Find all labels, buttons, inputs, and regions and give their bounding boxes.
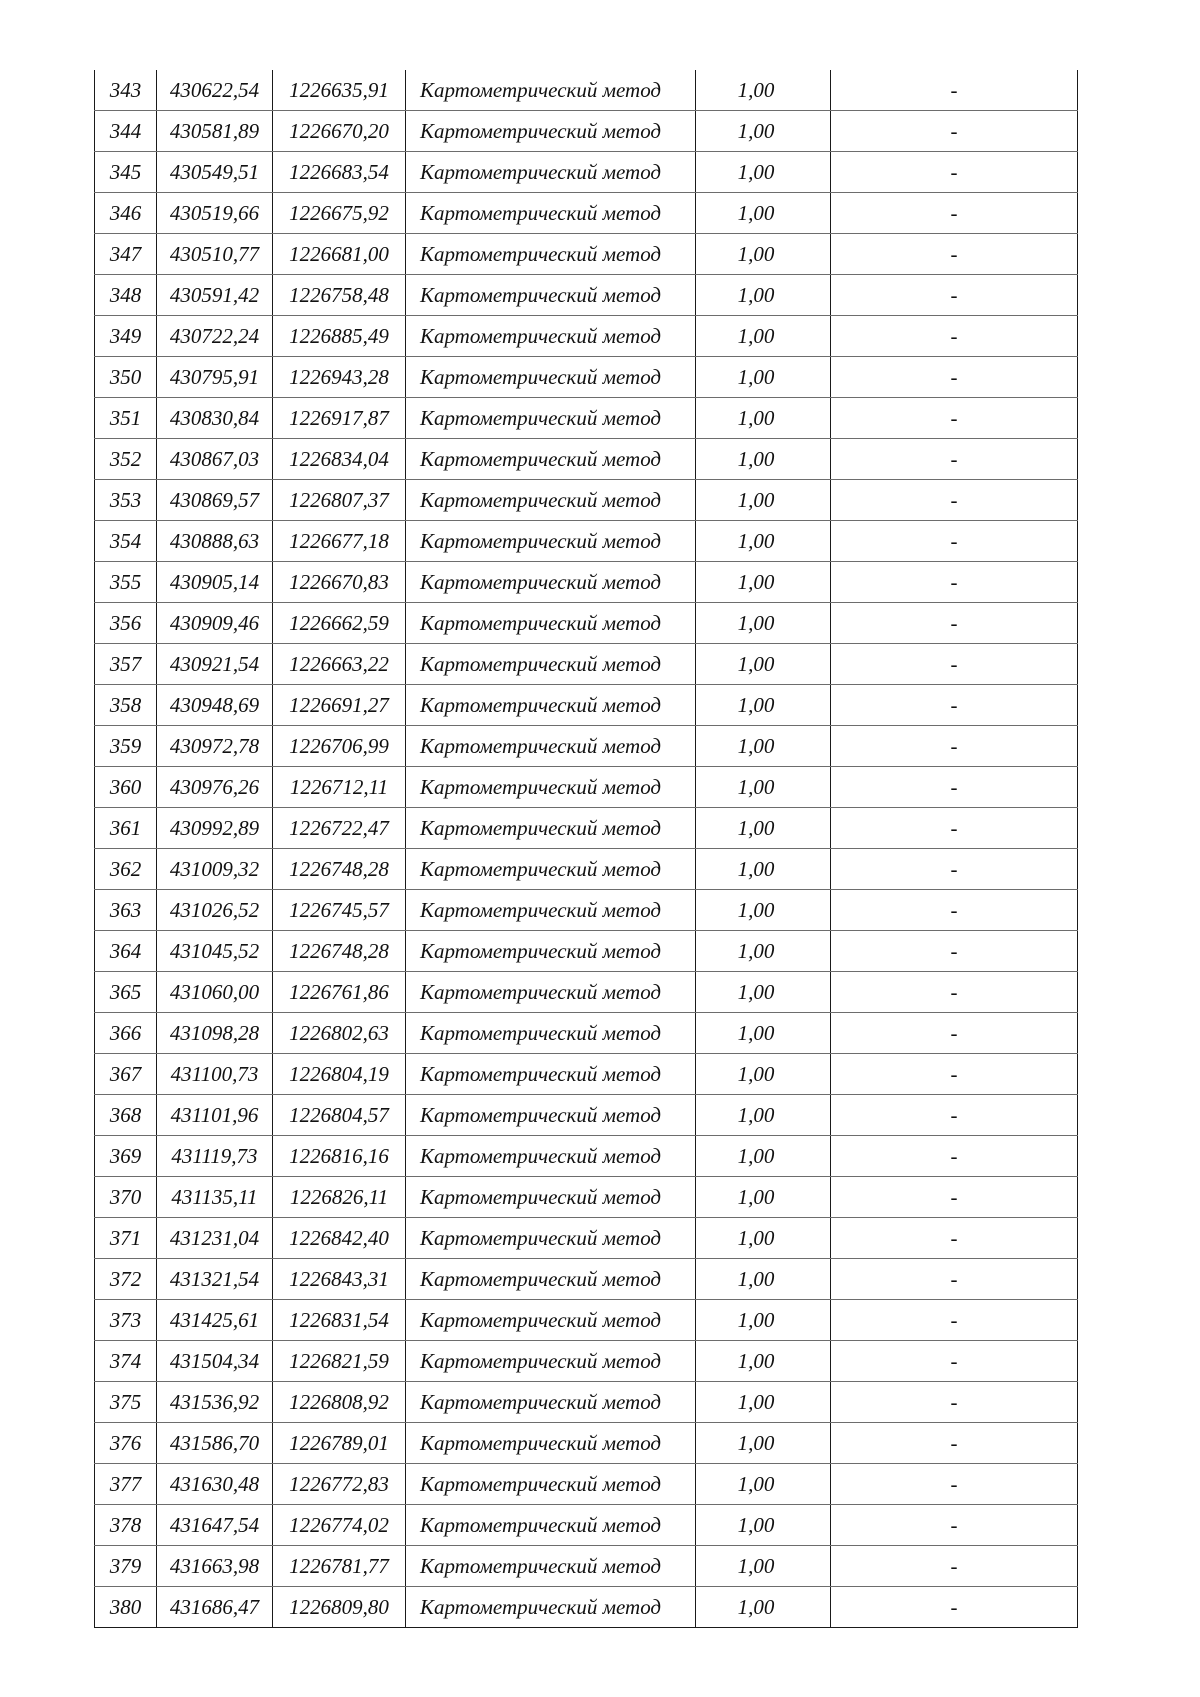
x-coordinate-cell: 431425,61 — [157, 1300, 273, 1341]
y-coordinate-cell: 1226834,04 — [273, 439, 406, 480]
x-coordinate-cell: 430830,84 — [157, 398, 273, 439]
point-number-cell: 350 — [95, 357, 157, 398]
x-coordinate-cell: 431630,48 — [157, 1464, 273, 1505]
y-coordinate-cell: 1226772,83 — [273, 1464, 406, 1505]
x-coordinate-cell: 431586,70 — [157, 1423, 273, 1464]
accuracy-cell: 1,00 — [696, 1136, 831, 1177]
point-number-cell: 357 — [95, 644, 157, 685]
table-row — [95, 1423, 1078, 1464]
description-cell: - — [831, 726, 1078, 767]
point-number-cell: 368 — [95, 1095, 157, 1136]
table-row — [95, 1259, 1078, 1300]
method-cell: Картометрический метод — [406, 849, 696, 890]
method-cell: Картометрический метод — [406, 1382, 696, 1423]
point-number-cell: 371 — [95, 1218, 157, 1259]
table-row — [95, 890, 1078, 931]
y-coordinate-cell: 1226670,83 — [273, 562, 406, 603]
method-cell: Картометрический метод — [406, 767, 696, 808]
x-coordinate-cell: 430992,89 — [157, 808, 273, 849]
method-cell: Картометрический метод — [406, 1136, 696, 1177]
x-coordinate-cell: 430581,89 — [157, 111, 273, 152]
y-coordinate-cell: 1226670,20 — [273, 111, 406, 152]
x-coordinate-cell: 430591,42 — [157, 275, 273, 316]
point-number-cell: 363 — [95, 890, 157, 931]
x-coordinate-cell: 430921,54 — [157, 644, 273, 685]
accuracy-cell: 1,00 — [696, 1546, 831, 1587]
description-cell: - — [831, 1546, 1078, 1587]
description-cell: - — [831, 439, 1078, 480]
x-coordinate-cell: 430867,03 — [157, 439, 273, 480]
table-row — [95, 193, 1078, 234]
table-row — [95, 1587, 1078, 1628]
y-coordinate-cell: 1226761,86 — [273, 972, 406, 1013]
description-cell: - — [831, 1505, 1078, 1546]
y-coordinate-cell: 1226808,92 — [273, 1382, 406, 1423]
method-cell: Картометрический метод — [406, 1095, 696, 1136]
table-row — [95, 234, 1078, 275]
x-coordinate-cell: 431098,28 — [157, 1013, 273, 1054]
accuracy-cell: 1,00 — [696, 972, 831, 1013]
x-coordinate-cell: 430722,24 — [157, 316, 273, 357]
method-cell: Картометрический метод — [406, 644, 696, 685]
point-number-cell: 343 — [95, 70, 157, 111]
y-coordinate-cell: 1226758,48 — [273, 275, 406, 316]
table-row — [95, 1505, 1078, 1546]
x-coordinate-cell: 430976,26 — [157, 767, 273, 808]
method-cell: Картометрический метод — [406, 726, 696, 767]
y-coordinate-cell: 1226722,47 — [273, 808, 406, 849]
description-cell: - — [831, 357, 1078, 398]
accuracy-cell: 1,00 — [696, 767, 831, 808]
table-row — [95, 111, 1078, 152]
method-cell: Картометрический метод — [406, 111, 696, 152]
y-coordinate-cell: 1226706,99 — [273, 726, 406, 767]
point-number-cell: 377 — [95, 1464, 157, 1505]
table-row — [95, 1464, 1078, 1505]
description-cell: - — [831, 398, 1078, 439]
point-number-cell: 355 — [95, 562, 157, 603]
point-number-cell: 359 — [95, 726, 157, 767]
point-number-cell: 373 — [95, 1300, 157, 1341]
table-row — [95, 1136, 1078, 1177]
description-cell: - — [831, 931, 1078, 972]
method-cell: Картометрический метод — [406, 152, 696, 193]
x-coordinate-cell: 430948,69 — [157, 685, 273, 726]
table-row — [95, 767, 1078, 808]
point-number-cell: 375 — [95, 1382, 157, 1423]
table-row — [95, 808, 1078, 849]
table-row — [95, 1300, 1078, 1341]
method-cell: Картометрический метод — [406, 562, 696, 603]
description-cell: - — [831, 1464, 1078, 1505]
description-cell: - — [831, 1382, 1078, 1423]
method-cell: Картометрический метод — [406, 1259, 696, 1300]
accuracy-cell: 1,00 — [696, 1464, 831, 1505]
description-cell: - — [831, 767, 1078, 808]
y-coordinate-cell: 1226809,80 — [273, 1587, 406, 1628]
y-coordinate-cell: 1226683,54 — [273, 152, 406, 193]
method-cell: Картометрический метод — [406, 1054, 696, 1095]
point-number-cell: 345 — [95, 152, 157, 193]
point-number-cell: 370 — [95, 1177, 157, 1218]
description-cell: - — [831, 152, 1078, 193]
point-number-cell: 353 — [95, 480, 157, 521]
accuracy-cell: 1,00 — [696, 521, 831, 562]
description-cell: - — [831, 1259, 1078, 1300]
method-cell: Картометрический метод — [406, 1587, 696, 1628]
method-cell: Картометрический метод — [406, 275, 696, 316]
table-row — [95, 1013, 1078, 1054]
method-cell: Картометрический метод — [406, 1013, 696, 1054]
y-coordinate-cell: 1226781,77 — [273, 1546, 406, 1587]
point-number-cell: 369 — [95, 1136, 157, 1177]
method-cell: Картометрический метод — [406, 685, 696, 726]
accuracy-cell: 1,00 — [696, 562, 831, 603]
method-cell: Картометрический метод — [406, 398, 696, 439]
x-coordinate-cell: 430972,78 — [157, 726, 273, 767]
description-cell: - — [831, 562, 1078, 603]
point-number-cell: 352 — [95, 439, 157, 480]
y-coordinate-cell: 1226807,37 — [273, 480, 406, 521]
table-row — [95, 275, 1078, 316]
table-row — [95, 1341, 1078, 1382]
x-coordinate-cell: 430869,57 — [157, 480, 273, 521]
method-cell: Картометрический метод — [406, 439, 696, 480]
accuracy-cell: 1,00 — [696, 931, 831, 972]
method-cell: Картометрический метод — [406, 234, 696, 275]
description-cell: - — [831, 890, 1078, 931]
description-cell: - — [831, 1013, 1078, 1054]
table-row — [95, 1177, 1078, 1218]
point-number-cell: 360 — [95, 767, 157, 808]
y-coordinate-cell: 1226677,18 — [273, 521, 406, 562]
description-cell: - — [831, 480, 1078, 521]
table-row — [95, 1095, 1078, 1136]
table-row — [95, 685, 1078, 726]
table-row — [95, 972, 1078, 1013]
description-cell: - — [831, 1218, 1078, 1259]
description-cell: - — [831, 1341, 1078, 1382]
description-cell: - — [831, 193, 1078, 234]
point-number-cell: 348 — [95, 275, 157, 316]
method-cell: Картометрический метод — [406, 603, 696, 644]
point-number-cell: 376 — [95, 1423, 157, 1464]
y-coordinate-cell: 1226842,40 — [273, 1218, 406, 1259]
description-cell: - — [831, 1587, 1078, 1628]
accuracy-cell: 1,00 — [696, 439, 831, 480]
accuracy-cell: 1,00 — [696, 357, 831, 398]
x-coordinate-cell: 430795,91 — [157, 357, 273, 398]
method-cell: Картометрический метод — [406, 1464, 696, 1505]
x-coordinate-cell: 431135,11 — [157, 1177, 273, 1218]
table-row — [95, 931, 1078, 972]
description-cell: - — [831, 70, 1078, 111]
table-row — [95, 357, 1078, 398]
description-cell: - — [831, 521, 1078, 562]
x-coordinate-cell: 431536,92 — [157, 1382, 273, 1423]
y-coordinate-cell: 1226885,49 — [273, 316, 406, 357]
table-row — [95, 398, 1078, 439]
table-row — [95, 726, 1078, 767]
x-coordinate-cell: 431045,52 — [157, 931, 273, 972]
y-coordinate-cell: 1226774,02 — [273, 1505, 406, 1546]
accuracy-cell: 1,00 — [696, 480, 831, 521]
point-number-cell: 378 — [95, 1505, 157, 1546]
y-coordinate-cell: 1226804,19 — [273, 1054, 406, 1095]
method-cell: Картометрический метод — [406, 808, 696, 849]
table-row — [95, 562, 1078, 603]
y-coordinate-cell: 1226712,11 — [273, 767, 406, 808]
method-cell: Картометрический метод — [406, 70, 696, 111]
accuracy-cell: 1,00 — [696, 1505, 831, 1546]
accuracy-cell: 1,00 — [696, 1259, 831, 1300]
point-number-cell: 361 — [95, 808, 157, 849]
point-number-cell: 367 — [95, 1054, 157, 1095]
accuracy-cell: 1,00 — [696, 1341, 831, 1382]
method-cell: Картометрический метод — [406, 972, 696, 1013]
description-cell: - — [831, 1423, 1078, 1464]
x-coordinate-cell: 431686,47 — [157, 1587, 273, 1628]
accuracy-cell: 1,00 — [696, 152, 831, 193]
description-cell: - — [831, 1095, 1078, 1136]
accuracy-cell: 1,00 — [696, 316, 831, 357]
point-number-cell: 344 — [95, 111, 157, 152]
table-row — [95, 439, 1078, 480]
accuracy-cell: 1,00 — [696, 111, 831, 152]
method-cell: Картометрический метод — [406, 1546, 696, 1587]
x-coordinate-cell: 431009,32 — [157, 849, 273, 890]
description-cell: - — [831, 316, 1078, 357]
y-coordinate-cell: 1226635,91 — [273, 70, 406, 111]
description-cell: - — [831, 603, 1078, 644]
method-cell: Картометрический метод — [406, 1177, 696, 1218]
accuracy-cell: 1,00 — [696, 70, 831, 111]
x-coordinate-cell: 430905,14 — [157, 562, 273, 603]
table-row — [95, 70, 1078, 111]
x-coordinate-cell: 431119,73 — [157, 1136, 273, 1177]
description-cell: - — [831, 111, 1078, 152]
method-cell: Картометрический метод — [406, 1218, 696, 1259]
point-number-cell: 380 — [95, 1587, 157, 1628]
method-cell: Картометрический метод — [406, 1300, 696, 1341]
method-cell: Картометрический метод — [406, 480, 696, 521]
point-number-cell: 349 — [95, 316, 157, 357]
x-coordinate-cell: 431231,04 — [157, 1218, 273, 1259]
x-coordinate-cell: 431321,54 — [157, 1259, 273, 1300]
accuracy-cell: 1,00 — [696, 234, 831, 275]
accuracy-cell: 1,00 — [696, 1095, 831, 1136]
accuracy-cell: 1,00 — [696, 1423, 831, 1464]
point-number-cell: 354 — [95, 521, 157, 562]
table-row — [95, 316, 1078, 357]
y-coordinate-cell: 1226748,28 — [273, 849, 406, 890]
description-cell: - — [831, 275, 1078, 316]
accuracy-cell: 1,00 — [696, 1054, 831, 1095]
x-coordinate-cell: 430909,46 — [157, 603, 273, 644]
x-coordinate-cell: 430519,66 — [157, 193, 273, 234]
method-cell: Картометрический метод — [406, 357, 696, 398]
y-coordinate-cell: 1226917,87 — [273, 398, 406, 439]
y-coordinate-cell: 1226675,92 — [273, 193, 406, 234]
method-cell: Картометрический метод — [406, 931, 696, 972]
coordinates-table — [94, 70, 1078, 1628]
accuracy-cell: 1,00 — [696, 685, 831, 726]
accuracy-cell: 1,00 — [696, 1382, 831, 1423]
x-coordinate-cell: 431026,52 — [157, 890, 273, 931]
accuracy-cell: 1,00 — [696, 1300, 831, 1341]
point-number-cell: 366 — [95, 1013, 157, 1054]
table-row — [95, 1218, 1078, 1259]
accuracy-cell: 1,00 — [696, 644, 831, 685]
point-number-cell: 358 — [95, 685, 157, 726]
accuracy-cell: 1,00 — [696, 275, 831, 316]
x-coordinate-cell: 430510,77 — [157, 234, 273, 275]
method-cell: Картометрический метод — [406, 1505, 696, 1546]
accuracy-cell: 1,00 — [696, 890, 831, 931]
method-cell: Картометрический метод — [406, 1423, 696, 1464]
y-coordinate-cell: 1226663,22 — [273, 644, 406, 685]
y-coordinate-cell: 1226843,31 — [273, 1259, 406, 1300]
point-number-cell: 379 — [95, 1546, 157, 1587]
accuracy-cell: 1,00 — [696, 808, 831, 849]
table-row — [95, 1546, 1078, 1587]
accuracy-cell: 1,00 — [696, 603, 831, 644]
y-coordinate-cell: 1226831,54 — [273, 1300, 406, 1341]
x-coordinate-cell: 431101,96 — [157, 1095, 273, 1136]
description-cell: - — [831, 1054, 1078, 1095]
y-coordinate-cell: 1226821,59 — [273, 1341, 406, 1382]
table-row — [95, 521, 1078, 562]
description-cell: - — [831, 849, 1078, 890]
accuracy-cell: 1,00 — [696, 1177, 831, 1218]
y-coordinate-cell: 1226681,00 — [273, 234, 406, 275]
method-cell: Картометрический метод — [406, 1341, 696, 1382]
x-coordinate-cell: 431100,73 — [157, 1054, 273, 1095]
point-number-cell: 374 — [95, 1341, 157, 1382]
x-coordinate-cell: 431663,98 — [157, 1546, 273, 1587]
x-coordinate-cell: 431647,54 — [157, 1505, 273, 1546]
y-coordinate-cell: 1226748,28 — [273, 931, 406, 972]
accuracy-cell: 1,00 — [696, 726, 831, 767]
table-row — [95, 603, 1078, 644]
y-coordinate-cell: 1226691,27 — [273, 685, 406, 726]
point-number-cell: 346 — [95, 193, 157, 234]
accuracy-cell: 1,00 — [696, 1587, 831, 1628]
description-cell: - — [831, 972, 1078, 1013]
x-coordinate-cell: 430888,63 — [157, 521, 273, 562]
x-coordinate-cell: 431504,34 — [157, 1341, 273, 1382]
description-cell: - — [831, 685, 1078, 726]
point-number-cell: 347 — [95, 234, 157, 275]
y-coordinate-cell: 1226662,59 — [273, 603, 406, 644]
y-coordinate-cell: 1226745,57 — [273, 890, 406, 931]
point-number-cell: 362 — [95, 849, 157, 890]
y-coordinate-cell: 1226943,28 — [273, 357, 406, 398]
x-coordinate-cell: 430622,54 — [157, 70, 273, 111]
point-number-cell: 356 — [95, 603, 157, 644]
point-number-cell: 364 — [95, 931, 157, 972]
x-coordinate-cell: 431060,00 — [157, 972, 273, 1013]
table-row — [95, 480, 1078, 521]
point-number-cell: 365 — [95, 972, 157, 1013]
y-coordinate-cell: 1226826,11 — [273, 1177, 406, 1218]
method-cell: Картометрический метод — [406, 316, 696, 357]
method-cell: Картометрический метод — [406, 521, 696, 562]
table-row — [95, 849, 1078, 890]
point-number-cell: 372 — [95, 1259, 157, 1300]
table-row — [95, 152, 1078, 193]
table-row — [95, 1054, 1078, 1095]
accuracy-cell: 1,00 — [696, 193, 831, 234]
y-coordinate-cell: 1226804,57 — [273, 1095, 406, 1136]
y-coordinate-cell: 1226816,16 — [273, 1136, 406, 1177]
description-cell: - — [831, 1177, 1078, 1218]
table-row — [95, 1382, 1078, 1423]
y-coordinate-cell: 1226789,01 — [273, 1423, 406, 1464]
accuracy-cell: 1,00 — [696, 1218, 831, 1259]
description-cell: - — [831, 1136, 1078, 1177]
description-cell: - — [831, 1300, 1078, 1341]
method-cell: Картометрический метод — [406, 890, 696, 931]
y-coordinate-cell: 1226802,63 — [273, 1013, 406, 1054]
accuracy-cell: 1,00 — [696, 849, 831, 890]
point-number-cell: 351 — [95, 398, 157, 439]
accuracy-cell: 1,00 — [696, 1013, 831, 1054]
coordinates-table-body — [95, 70, 1078, 1628]
description-cell: - — [831, 234, 1078, 275]
accuracy-cell: 1,00 — [696, 398, 831, 439]
x-coordinate-cell: 430549,51 — [157, 152, 273, 193]
method-cell: Картометрический метод — [406, 193, 696, 234]
description-cell: - — [831, 644, 1078, 685]
table-row — [95, 644, 1078, 685]
description-cell: - — [831, 808, 1078, 849]
